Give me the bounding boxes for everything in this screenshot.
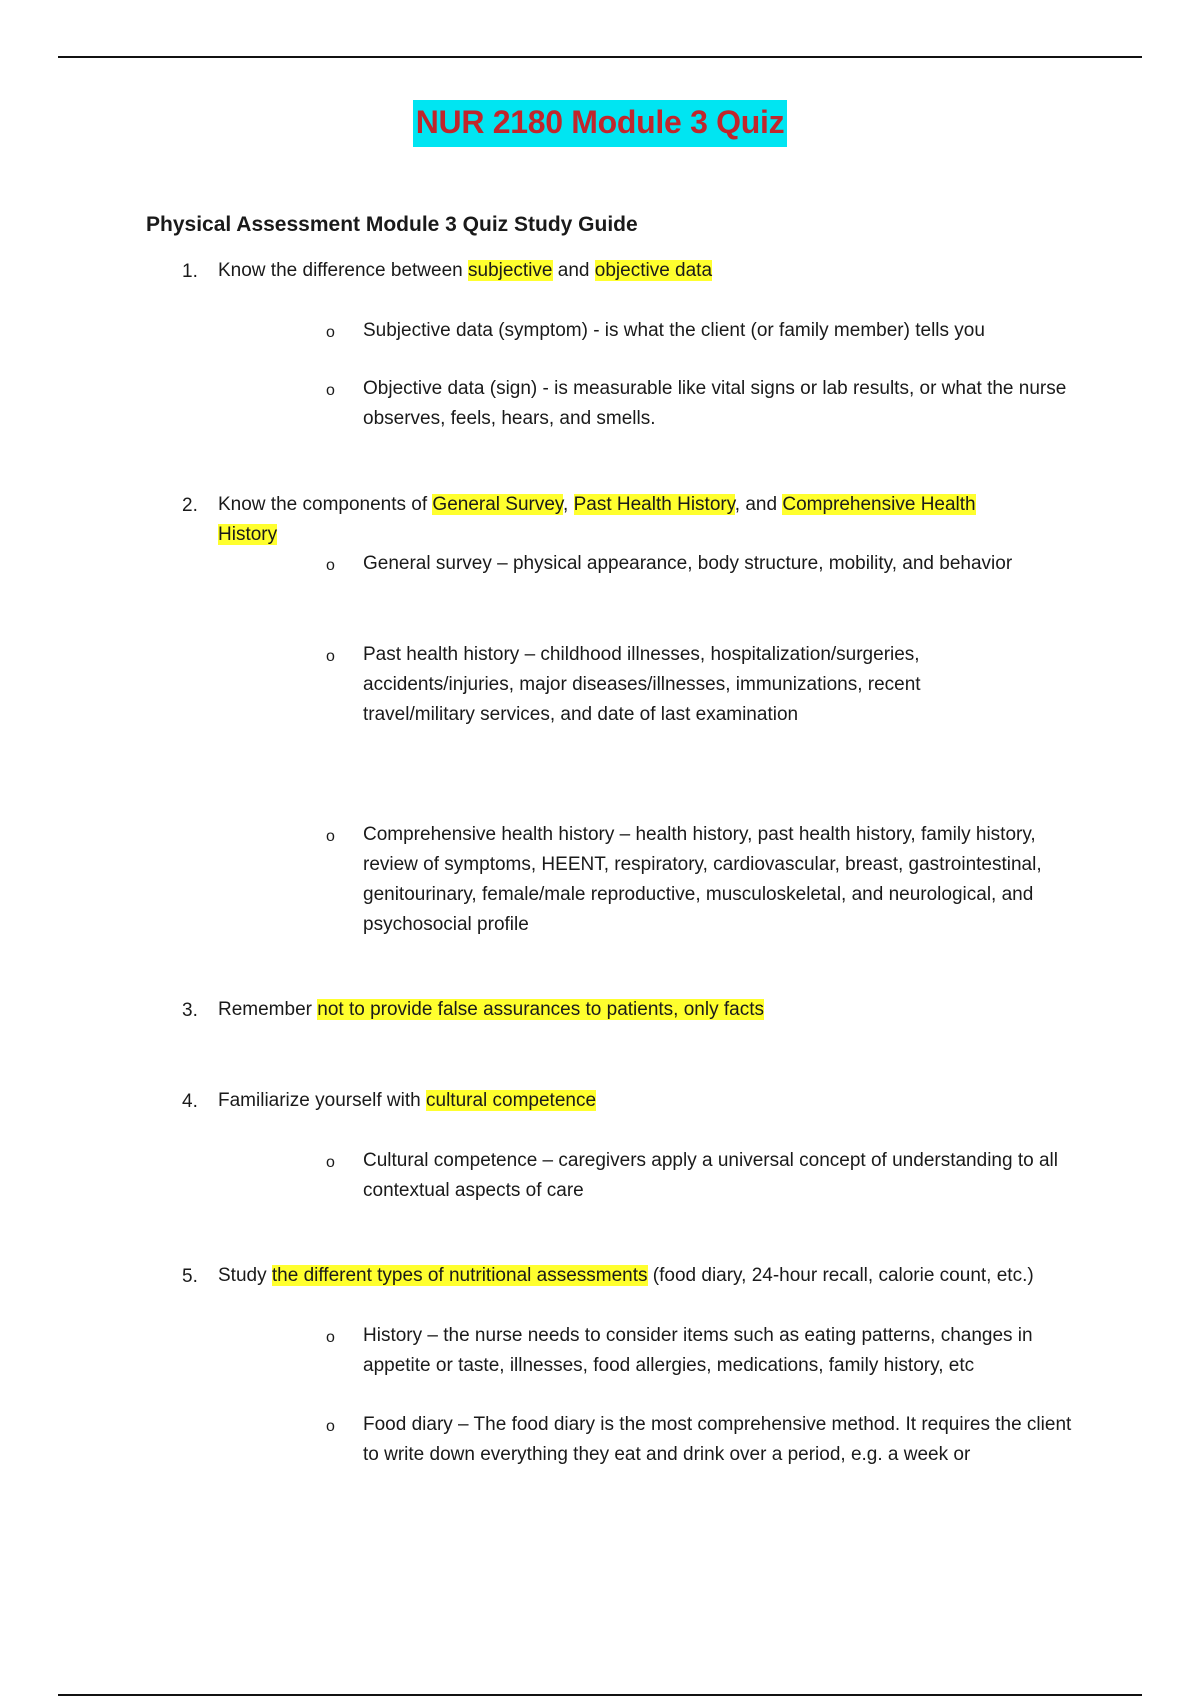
bullet-marker: o xyxy=(326,324,335,341)
item-1-text: Know the difference between subjective and objective data xyxy=(218,260,713,281)
highlight: not to provide false assurances to patients, only facts xyxy=(317,999,765,1020)
bullet-marker: o xyxy=(326,828,335,845)
highlight: cultural competence xyxy=(426,1090,597,1111)
highlight: subjective xyxy=(468,260,553,281)
document-title: NUR 2180 Module 3 Quiz xyxy=(413,100,788,147)
bottom-rule xyxy=(58,1694,1142,1696)
item-5-bullet-1: History – the nurse needs to consider items such as eating patterns, changes in appetite or taste, illnesses, food allergies, medications, family history, etc xyxy=(363,1325,1033,1376)
item-4-number: 4. xyxy=(182,1091,198,1112)
bullet-marker: o xyxy=(326,1154,335,1171)
item-5-bullet-2: Food diary – The food diary is the most comprehensive method. It requires the client to write down everything they eat and drink over a period, e.g. a week or xyxy=(363,1414,1072,1465)
highlight: the different types of nutritional assessments xyxy=(271,1265,648,1286)
bullet-marker: o xyxy=(326,557,335,574)
highlight: General Survey xyxy=(432,494,564,515)
item-1-number: 1. xyxy=(182,261,198,282)
item-2-bullet-2: Past health history – childhood illnesses, hospitalization/surgeries, accidents/injuries, major diseases/illnesses, immunizations, recent travel/military services, and date of last examination xyxy=(363,644,921,725)
study-guide-heading: Physical Assessment Module 3 Quiz Study Guide xyxy=(146,213,638,236)
top-rule xyxy=(58,56,1142,58)
item-1-bullet-2: Objective data (sign) - is measurable like vital signs or lab results, or what the nurse observes, feels, hears, and smells. xyxy=(363,378,1067,429)
highlight: Comprehensive Health History xyxy=(218,494,976,545)
highlight: objective data xyxy=(594,260,713,281)
item-3-number: 3. xyxy=(182,1000,198,1021)
title-container xyxy=(0,100,1200,147)
bullet-marker: o xyxy=(326,648,335,665)
item-2-number: 2. xyxy=(182,495,198,516)
item-4-text: Familiarize yourself with cultural competence xyxy=(218,1090,597,1111)
bullet-marker: o xyxy=(326,1418,335,1435)
item-5-text: Study the different types of nutritional assessments (food diary, 24-hour recall, calorie count, etc.) xyxy=(218,1265,1034,1286)
item-2-bullet-1: General survey – physical appearance, body structure, mobility, and behavior xyxy=(363,553,1013,574)
bullet-marker: o xyxy=(326,382,335,399)
item-2-text: Know the components of General Survey, Past Health History, and Comprehensive Health History xyxy=(218,494,976,545)
item-5-number: 5. xyxy=(182,1266,198,1287)
item-1-bullet-1: Subjective data (symptom) - is what the client (or family member) tells you xyxy=(363,320,985,341)
bullet-marker: o xyxy=(326,1329,335,1346)
item-3-text: Remember not to provide false assurances to patients, only facts xyxy=(218,999,765,1020)
item-2-bullet-3: Comprehensive health history – health history, past health history, family history, review of symptoms, HEENT, respiratory, cardiovascular, breast, gastrointestinal, genitourinary, female/male reproductive, musculoskeletal, and neurological, and psychosocial profile xyxy=(363,824,1042,935)
highlight: Past Health History xyxy=(573,494,735,515)
item-4-bullet-1: Cultural competence – caregivers apply a universal concept of understanding to all contextual aspects of care xyxy=(363,1150,1058,1201)
